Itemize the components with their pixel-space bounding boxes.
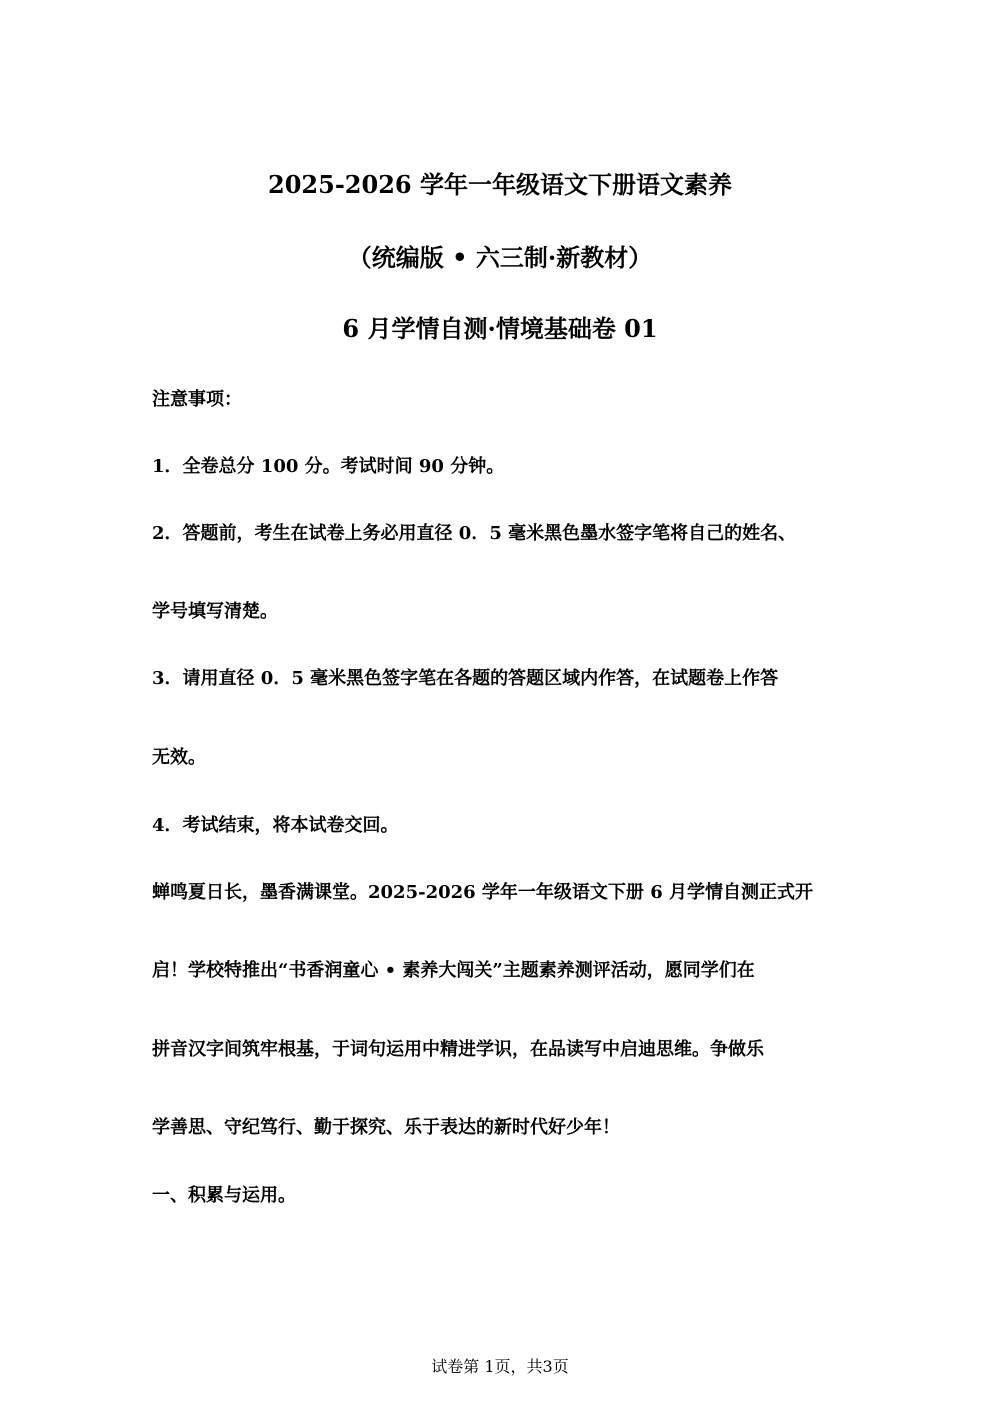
section-1-heading: 一、积累与运用。 xyxy=(152,1185,296,1206)
notes-heading: 注意事项： xyxy=(152,389,242,410)
intro-line4: 学善思、守纪笃行、勤于探究、乐于表达的新时代好少年！ xyxy=(152,1117,620,1138)
notes-item-2-line1: 2．答题前，考生在试卷上务必用直径 0．5 毫米黑色墨水签字笔将自己的姓名、 xyxy=(152,523,797,544)
notes-item-3-line1: 3．请用直径 0．5 毫米黑色签字笔在各题的答题区域内作答，在试题卷上作答 xyxy=(152,668,779,689)
exam-title-subtitle: 6 月学情自测·情境基础卷 01 xyxy=(342,314,658,343)
page-number-footer: 试卷第 1页，共3页 xyxy=(431,1357,569,1376)
notes-item-4: 4．考试结束，将本试卷交回。 xyxy=(152,815,399,836)
intro-line1: 蝉鸣夏日长，墨香满课堂。2025-2026 学年一年级语文下册 6 月学情自测正式开 xyxy=(152,882,813,903)
notes-item-2-line2: 学号填写清楚。 xyxy=(152,601,278,622)
intro-line2: 启！学校特推出“书香润童心 • 素养大闯关”主题素养测评活动，愿同学们在 xyxy=(152,960,755,981)
exam-title-edition: （统编版 • 六三制·新教材） xyxy=(347,243,653,272)
exam-title-line1: 2025-2026 学年一年级语文下册语文素养 xyxy=(268,170,732,199)
notes-item-3-line2: 无效。 xyxy=(152,747,206,768)
notes-item-1: 1．全卷总分 100 分。考试时间 90 分钟。 xyxy=(152,456,505,477)
intro-line3: 拼音汉字间筑牢根基，于词句运用中精进学识，在品读写中启迪思维。争做乐 xyxy=(152,1039,764,1060)
